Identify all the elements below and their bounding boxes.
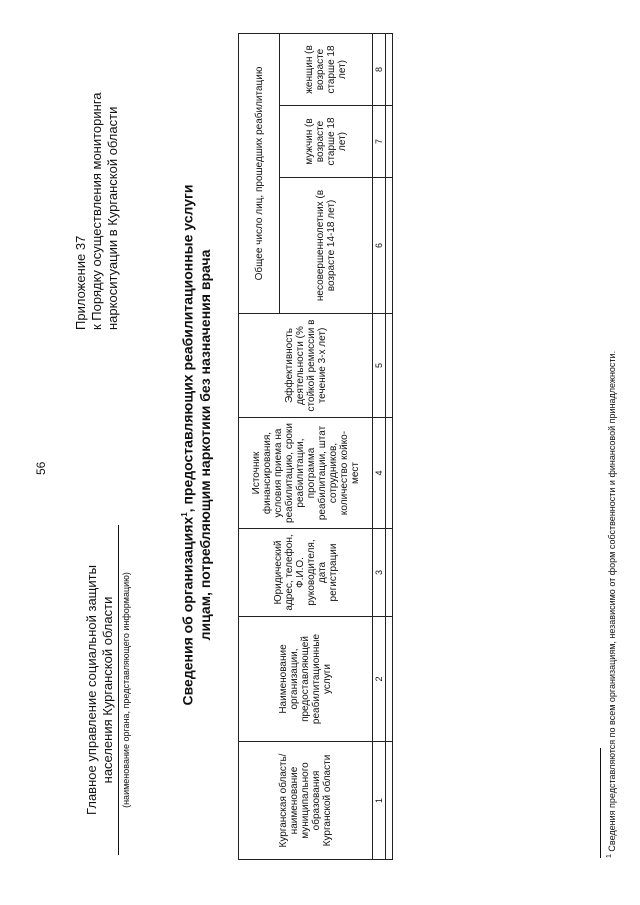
appendix-line3: наркоситуации в Курганской области (105, 106, 120, 330)
empty-cell (386, 106, 393, 178)
column-number: 1 (373, 742, 386, 860)
organization-name-line2: населения Курганской области (100, 596, 115, 784)
column-number: 7 (373, 106, 386, 178)
footnote-text: Сведения представляются по всем организациям, независимо от форм собственности и финансовой принадлежности. (607, 350, 617, 852)
title-line1 (176, 145, 197, 745)
header-region: Курганская область/ наименование муниципального образования Курганской области (239, 742, 373, 860)
footnote-reference: 1 (180, 512, 189, 517)
subheader-women: женщин (в возрасте старше 18 лет) (280, 33, 373, 105)
empty-cell (386, 529, 393, 617)
empty-cell (386, 617, 393, 742)
subheader-minors: несовершеннолетних (в возрасте 14-18 лет) (280, 178, 373, 314)
organization-caption: (наименование органа, представляющего информацию) (118, 525, 131, 855)
document-title (176, 145, 214, 745)
page-number: 56 (34, 461, 48, 475)
subheader-men: мужчин (в возрасте старше 18 лет) (280, 106, 373, 178)
organization-name-line1: Главное управление социальной защиты (84, 565, 99, 815)
header-organization-name: Наименование организации, предоставляющей реабилитационные услуги (239, 617, 373, 742)
empty-cell (386, 314, 393, 418)
appendix-line1: Приложение 37 (73, 235, 88, 330)
appendix-line2: к Порядку осуществления мониторинга (89, 92, 104, 330)
column-number: 2 (373, 617, 386, 742)
empty-cell (386, 178, 393, 314)
header-rehabilitated-total: Общее число лиц, прошедших реабилитацию (239, 33, 280, 313)
footnote-divider (600, 748, 601, 858)
title-line1-start: Сведения об организациях (179, 516, 196, 706)
title-line1-end: , предоставляющих реабилитационные услуги (179, 184, 196, 513)
footnote (606, 351, 617, 858)
title-line2: лицам, потребляющим наркотики без назначения врача (196, 249, 213, 641)
column-number: 4 (373, 418, 386, 529)
column-number: 6 (373, 178, 386, 314)
column-number: 5 (373, 314, 386, 418)
column-number: 3 (373, 529, 386, 617)
appendix-block (73, 10, 121, 330)
header-legal-address: Юридический адрес, телефон, Ф.И.О. руководителя, дата регистрации (239, 529, 373, 617)
header-effectiveness: Эффективность деятельности (% стойкой ремиссии в течение 3-х лет) (239, 314, 373, 418)
header-financing-source: Источник финансирования, условия приема на реабилитацию, сроки реабилитации, программа реабилитации, штат сотрудников, количество койко-мест (239, 418, 373, 529)
organization-name (84, 525, 116, 855)
empty-cell (386, 418, 393, 529)
empty-cell (386, 33, 393, 105)
empty-cell (386, 742, 393, 860)
footnote-marker: 1 (606, 854, 613, 858)
organizations-table (238, 33, 393, 860)
column-number: 8 (373, 33, 386, 105)
